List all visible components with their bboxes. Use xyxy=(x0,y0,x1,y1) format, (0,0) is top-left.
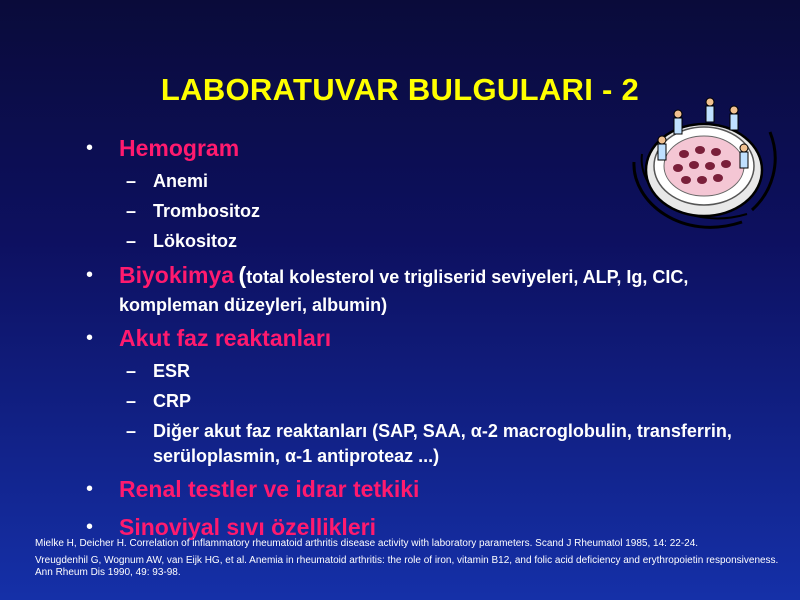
bullet-label: Biyokimya xyxy=(119,262,235,288)
subitem: – Trombositoz xyxy=(86,196,786,226)
subitem: – CRP xyxy=(86,386,786,416)
bullet-hemogram xyxy=(86,134,786,166)
bullet-list xyxy=(86,128,786,545)
dash-icon: – xyxy=(126,201,137,221)
bullet-dot-icon: • xyxy=(86,137,94,159)
dash-icon: – xyxy=(126,421,137,441)
dash-icon: – xyxy=(126,171,137,191)
bullet-dot-icon: • xyxy=(86,478,94,500)
bullet-dot-icon: • xyxy=(86,327,94,349)
bullet-dot-icon: • xyxy=(86,516,94,538)
reference-2: Vreugdenhil G, Wognum AW, van Eijk HG, et al. Anemia in rheumatoid arthritis: the role of iron, vitamin B12, and folic acid deficiency and erythropoietin responsiveness. Ann Rheum Dis 1990, 49: 93-98. xyxy=(35,555,779,578)
dash-icon: – xyxy=(126,391,137,411)
dash-icon: – xyxy=(126,231,137,251)
bullet-renal xyxy=(86,475,786,507)
subitem: – Anemi xyxy=(86,166,786,196)
bullet-label: Hemogram xyxy=(119,135,240,161)
bullet-dot-icon: • xyxy=(86,264,94,286)
bullet-biyokimya: • Biyokimya (total kolesterol ve trigliserid seviyeleri, ALP, Ig, CIC, kompleman düzeyleri, albumin) xyxy=(86,262,689,315)
subitem: – ESR xyxy=(86,356,786,386)
references xyxy=(35,538,785,584)
slide-title: LABORATUVAR BULGULARI - 2 xyxy=(160,72,640,107)
subitem: – Lökositoz xyxy=(86,226,786,256)
bullet-detail: total kolesterol ve trigliserid seviyeleri, ALP, Ig, CIC, kompleman düzeyleri, albumin) xyxy=(119,267,689,315)
bullet-label: Sinoviyal sıvı özellikleri xyxy=(119,514,376,540)
reference-1: Mielke H, Deicher H. Correlation of inflammatory rheumatoid arthritis disease activity with laboratory parameters. Scand J Rheumatol 1985, 14: 22-24. xyxy=(35,538,699,549)
subitem: – Diğer akut faz reaktanları (SAP, SAA, α-2 macroglobulin, transferrin, serüloplasmin, α-1 antiproteaz ...) xyxy=(126,421,732,466)
bullet-label: Renal testler ve idrar tetkiki xyxy=(119,476,420,502)
bullet-akut-faz xyxy=(86,324,786,356)
bullet-label: Akut faz reaktanları xyxy=(119,325,332,351)
dash-icon: – xyxy=(126,361,137,381)
